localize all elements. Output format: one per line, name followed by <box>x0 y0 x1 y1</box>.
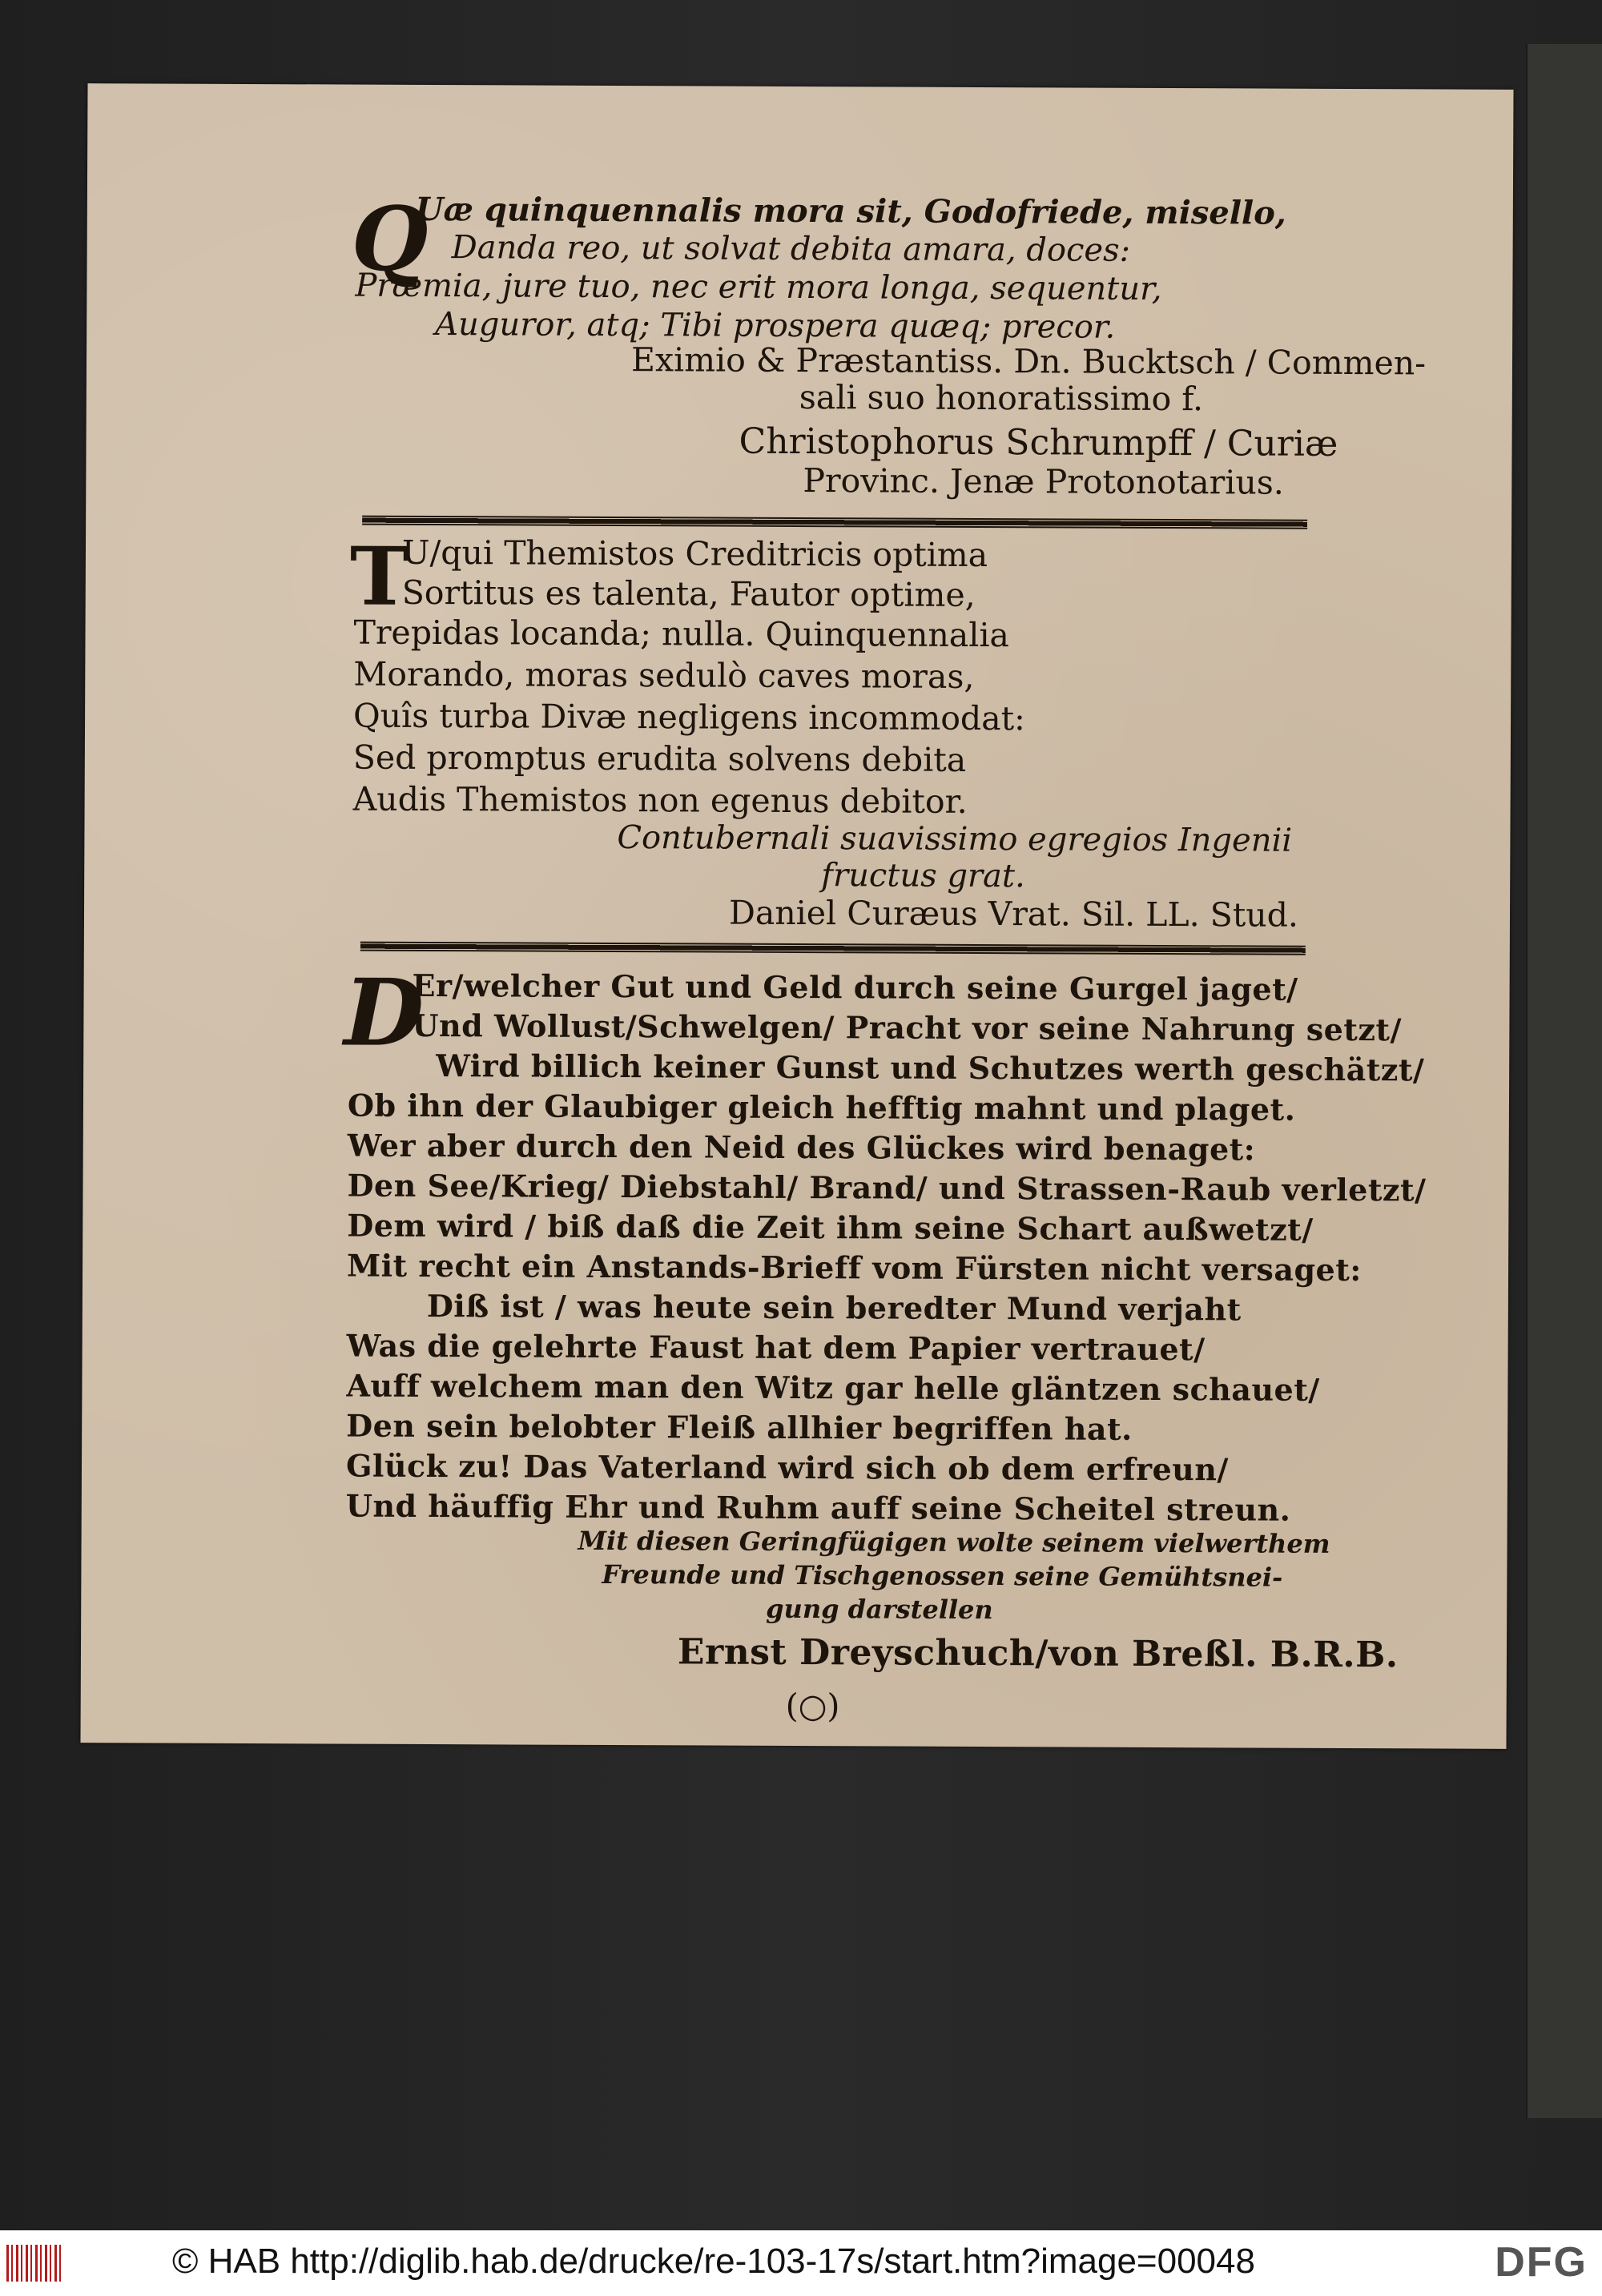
poem-line: Wird billich keiner Gunst und Schutzes werth geschätzt/ <box>436 1047 1425 1088</box>
book-edge <box>1526 44 1602 2118</box>
signature: Ernst Dreyschuch/von Breßl. B.R.B. <box>677 1631 1399 1676</box>
poem-line: Trepidas locanda; nulla. Quinquennalia <box>353 613 1010 655</box>
poem-line: Mit recht ein Anstands-Brieff vom Fürsten nicht versaget: <box>346 1247 1362 1289</box>
drop-cap-d: D <box>344 959 425 1068</box>
dedication-line: Contubernali suavissimo egregios Ingenii <box>617 819 1293 859</box>
copyright-url[interactable]: © HAB http://diglib.hab.de/drucke/re-103-17s/start.htm?image=00048 <box>172 2242 1255 2281</box>
dedication-line: Eximio & Præstantiss. Dn. Bucktsch / Commen- <box>630 340 1427 383</box>
catchword: (○) <box>785 1686 840 1726</box>
poem-line: Sed promptus erudita solvens debita <box>352 738 967 779</box>
poem-line: Uæ quinquennalis mora sit, Godofriede, misello, <box>415 190 1286 232</box>
poem-line: Præmia, jure tuo, nec erit mora longa, sequentur, <box>355 267 1162 308</box>
poem-line: Auguror, atq; Tibi prospera quæq; precor. <box>435 306 1116 346</box>
poem-line: Danda reo, ut solvat debita amara, doces: <box>451 229 1131 269</box>
footer-bar <box>0 2230 1602 2296</box>
drop-cap-q: Q <box>351 187 429 291</box>
poem-line: Er/welcher Gut und Geld durch seine Gurgel jaget/ <box>412 967 1298 1007</box>
poem-line: Dem wird / biß daß die Zeit ihm seine Schart außwetzt/ <box>347 1207 1314 1248</box>
poem-line: Was die gelehrte Faust hat dem Papier vertrauet/ <box>346 1327 1206 1368</box>
section-divider <box>362 516 1307 529</box>
book-page <box>80 83 1513 1749</box>
poem-line: Und häuffig Ehr und Ruhm auff seine Scheitel streun. <box>345 1487 1291 1528</box>
poem-line: Sortitus es talenta, Fautor optime, <box>401 573 976 614</box>
dedication-line: sali suo honoratissimo f. <box>799 378 1204 419</box>
dedication-line: Mit diesen Geringfügigen wolte seinem vielwerthem <box>578 1525 1330 1559</box>
drop-cap-t: T <box>349 529 410 624</box>
dedication-line: fructus grat. <box>821 857 1025 895</box>
poem-line: Den See/Krieg/ Diebstahl/ Brand/ und Strassen-Raub verletzt/ <box>347 1167 1427 1208</box>
dedication-line: gung darstellen <box>766 1593 993 1626</box>
signature: Daniel Curæus Vrat. Sil. LL. Stud. <box>728 893 1299 935</box>
poem-line: Und Wollust/Schwelgen/ Pracht vor seine Nahrung setzt/ <box>412 1007 1403 1048</box>
poem-line: U/qui Themistos Creditricis optima <box>401 533 988 575</box>
dedication-line: Freunde und Tischgenossen seine Gemühtsnei- <box>602 1558 1283 1593</box>
poem-line: Morando, moras sedulò caves moras, <box>353 654 975 696</box>
poem-line: Ob ihn der Glaubiger gleich hefftig mahnt und plaget. <box>347 1087 1296 1128</box>
section-divider <box>360 942 1306 955</box>
poem-line: Den sein belobter Fleiß allhier begriffen hat. <box>346 1407 1133 1447</box>
poem-line: Diß ist / was heute sein beredter Mund verjaht <box>426 1287 1242 1328</box>
poem-line: Glück zu! Das Vaterland wird sich ob dem erfreun/ <box>345 1447 1229 1488</box>
signature-title: Provinc. Jenæ Protonotarius. <box>803 461 1284 502</box>
poem-line: Quîs turba Divæ negligens incommodat: <box>352 696 1026 738</box>
poem-line: Audis Themistos non egenus debitor. <box>352 779 968 821</box>
poem-line: Auff welchem man den Witz gar helle gläntzen schauet/ <box>346 1367 1320 1408</box>
dfg-logo: DFG <box>1495 2239 1588 2286</box>
signature-name: Christophorus Schrumpff / Curiæ <box>739 420 1338 464</box>
hab-barcode-icon <box>6 2245 64 2282</box>
poem-line: Wer aber durch den Neid des Glückes wird benaget: <box>347 1127 1256 1168</box>
